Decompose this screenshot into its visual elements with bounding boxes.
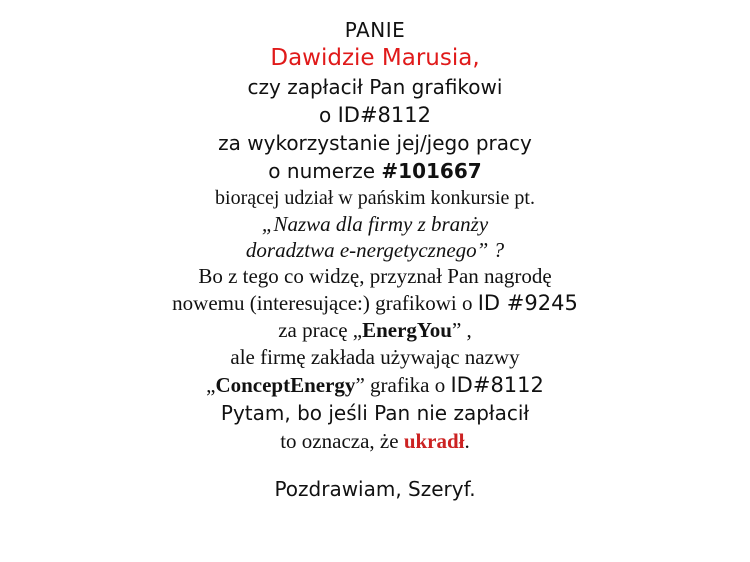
contest-line: biorącej udział w pańskim konkursie pt. [215,187,535,209]
entry-number-line [0,157,750,185]
contest-title-line-2: doradztwa e-nergetycznego” ? [245,238,505,262]
company-concept-name: ConceptEnergy [215,373,356,397]
winning-work-name: EnergYou [362,318,452,342]
contest-title-line-1: „Nazwa dla firmy z branży [261,212,489,236]
winning-work-line [0,317,750,344]
new-designer-id: ID #9245 [477,291,578,315]
question-line: czy zapłacił Pan grafikowi [247,75,503,99]
salutation: PANIE [344,18,406,42]
designer-id-line [0,101,750,129]
conclusion-prefix: to oznacza, że [280,429,404,453]
company-concept-line [0,371,750,399]
award-line: Bo z tego co widzę, przyznał Pan nagrodę [198,264,552,288]
stolen-word: ukradł [403,429,465,453]
winning-work-prefix: za pracę „ [278,318,363,342]
company-concept-open: „ [206,373,216,397]
signoff: Pozdrawiam, Szeryf. [274,477,476,501]
new-designer-prefix: nowemu (interesujące:) grafikowi o [172,291,478,315]
entry-number-prefix: o numerze [268,159,382,183]
new-designer-line [0,290,750,317]
designer-id-prefix: o [319,103,338,127]
entry-number: #101667 [381,159,482,183]
designer-id: ID#8112 [337,103,431,127]
conclusion-line [0,427,750,455]
payment-question-line: Pytam, bo jeśli Pan nie zapłacił [220,401,530,425]
conclusion-suffix: . [464,429,470,453]
original-designer-id: ID#8112 [450,373,544,397]
addressee-name: Dawidzie Marusia, [270,45,480,71]
letter-body [0,17,750,503]
winning-work-suffix: ” , [451,318,472,342]
company-concept-middle: ” grafika o [355,373,451,397]
spacer [0,455,750,475]
company-name-line: ale firmę zakłada używając nazwy [230,345,520,369]
usage-line: za wykorzystanie jej/jego pracy [218,131,532,155]
